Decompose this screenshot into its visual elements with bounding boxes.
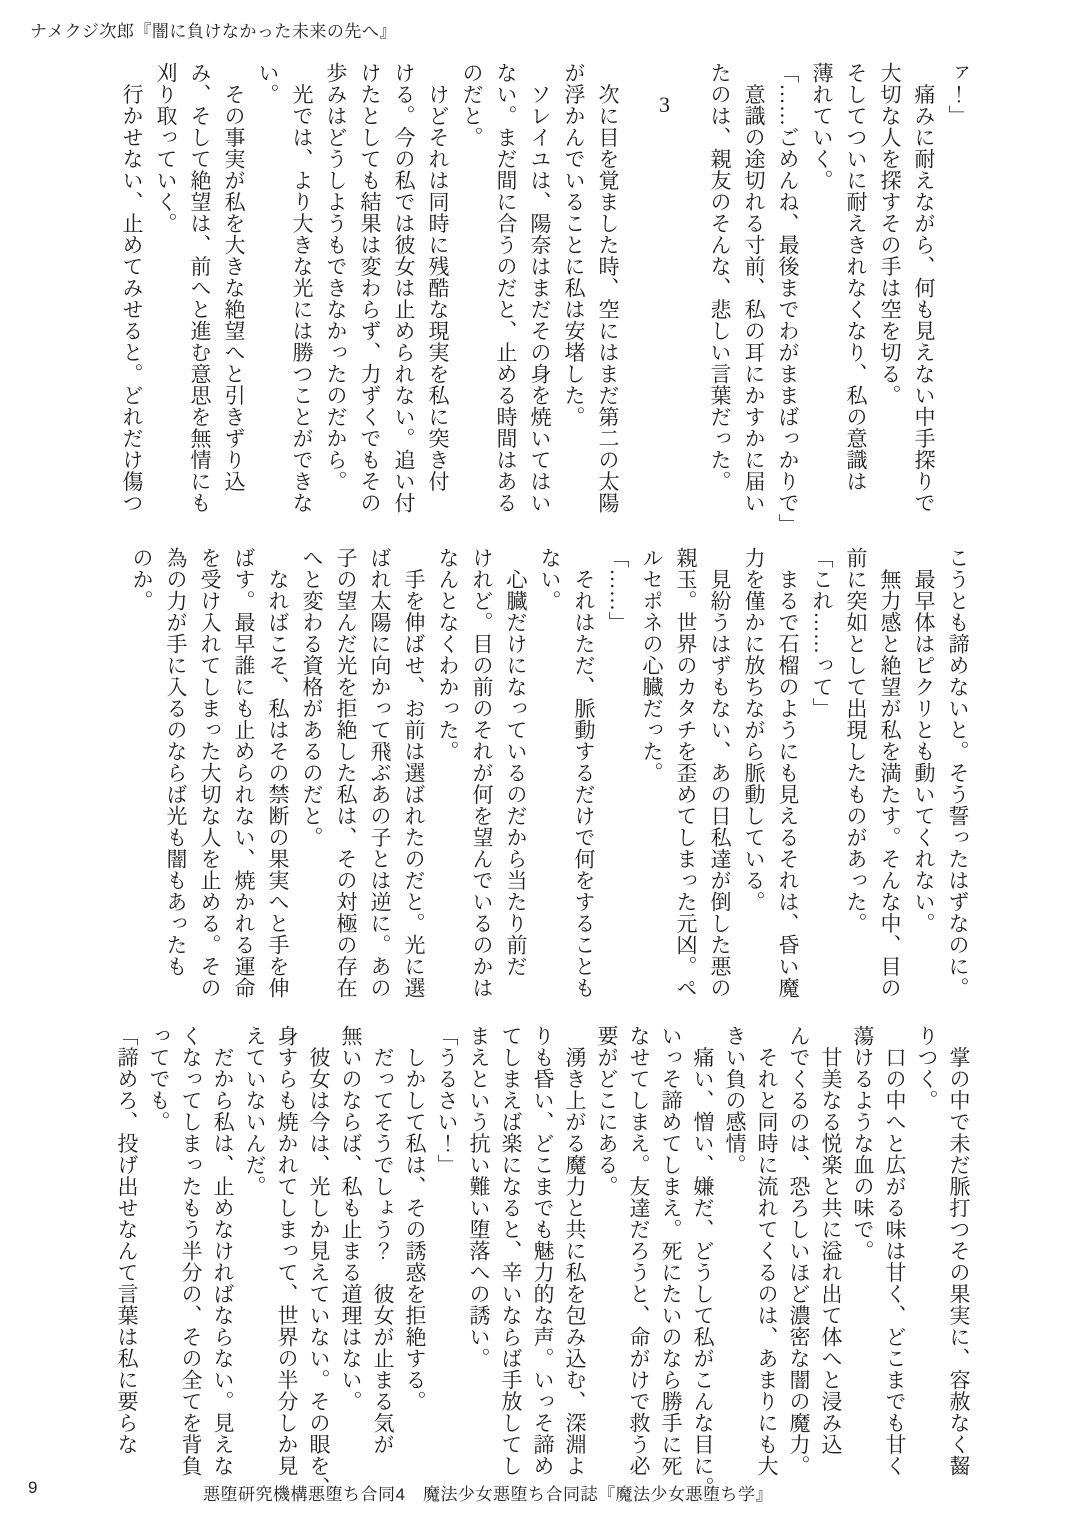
text-column: 光では、より大きな光には勝つことができな (290, 62, 314, 514)
text-column: 為の力が手に入るのならば光も闇もあったも (164, 547, 188, 977)
text-column: 痛い、憎い、嫌だ、どうして私がこんな目に。 (691, 1025, 715, 1498)
text-column: その事実が私を大きな絶望へと引きずり込 (222, 62, 246, 492)
text-column: りつく。 (915, 1025, 939, 1111)
text-column: けどそれは同時に残酷な現実を私に突き付 (426, 62, 450, 492)
text-column: ばす。最早誰にも止められない、焼かれる運命 (232, 547, 256, 999)
text-column: 掌の中で未だ脈打つその果実に、容赦なく齧 (947, 1025, 971, 1477)
text-column: 甘美なる悦楽と共に溢れ出て体へと浸み込 (819, 1025, 843, 1455)
text-column: 「……ごめんね、最後までわがままばっかりで」 (776, 62, 800, 535)
text-column: 力を僅かに放ちながら脈動している。 (742, 547, 766, 913)
footer-credit: 悪堕研究機構悪堕ち合同4 魔法少女悪堕ち合同誌『魔法少女悪堕ち学』 (203, 1485, 773, 1504)
text-column: まるで石榴のようにも見えるそれは、昏い魔 (776, 547, 800, 999)
text-column: 身すらも焼かれてしまって、世界の半分しか見 (275, 1025, 299, 1477)
text-column: 無力感と絶望が私を満たす。そんな中、目の (878, 547, 902, 999)
text-column: 行かせない、止めてみせると。どれだけ傷つ (120, 62, 144, 514)
text-column: 痛みに耐えながら、何も見えない中手探りで (912, 62, 936, 514)
text-column: が浮かんでいることに私は安堵した。 (562, 62, 586, 428)
text-column: 手を伸ばせ、お前は選ばれたのだと。光に選 (402, 547, 426, 999)
text-column: ばれ太陽に向かって飛ぶあの子とは逆に。あの (368, 547, 392, 999)
section-number: 3 (652, 92, 677, 118)
text-column: み、そして絶望は、前へと進む意思を無情にも (188, 62, 212, 514)
text-column: まえという抗い難い堕落への誘い。 (467, 1025, 491, 1369)
text-column: えていないんだ。 (243, 1025, 267, 1197)
page-number: 9 (28, 1478, 38, 1497)
text-column: 見紛うはずもない、あの日私達が倒した悪の (708, 547, 732, 999)
text-column: ない。まだ間に合うのだと、止める時間はある (494, 62, 518, 514)
text-column: こうとも諦めないと。そう誓ったはずなのに。 (946, 547, 970, 999)
text-band-top (115, 62, 975, 535)
text-column: 意識の途切れる寸前、私の耳にかすかに届い (742, 62, 766, 514)
text-column: 大切な人を探すその手は空を切る。 (878, 62, 902, 406)
text-column: 最早体はピクリとも動いてくれない。 (912, 547, 936, 934)
text-column: 子の望んだ光を拒絶した私は、その対極の存在 (334, 547, 358, 999)
text-column: 要がどこにある。 (595, 1025, 619, 1197)
text-column: 刈り取っていく。 (154, 62, 178, 234)
text-column: のだと。 (460, 62, 484, 148)
text-column: ァ！」 (946, 62, 970, 127)
text-column: 「諦めろ、投げ出せなんて言葉は私に要らな (115, 1025, 139, 1455)
text-column: 湧き上がる魔力と共に私を包み込む、深淵よ (563, 1025, 587, 1477)
text-column: 次に目を覚ました時、空にはまだ第二の太陽 (596, 62, 620, 514)
text-column: へと変わる資格があるのだと。 (300, 547, 324, 848)
text-column: てしまえば楽になると、辛いならば手放してし (499, 1025, 523, 1477)
text-column: ソレイユは、陽奈はまだその身を焼いてはい (528, 62, 552, 514)
text-column: しかして私は、その誘惑を拒絶する。 (403, 1025, 427, 1412)
text-column: を受け入れてしまった大切な人を止める。その (198, 547, 222, 999)
book-title-header: ナメクジ次郎『闇に負けなかった未来の先へ』 (30, 22, 397, 41)
text-column: なんとなくわかった。 (436, 547, 460, 762)
text-column: そしてついに耐えきれなくなり、私の意識は (844, 62, 868, 492)
text-column: 心臓だけになっているのだから当たり前だ (504, 547, 528, 977)
text-column: 口の中へと広がる味は甘く、どこまでも甘く (883, 1025, 907, 1477)
text-column: それはただ、脈動するだけで何をすることも (572, 547, 596, 999)
text-column: 彼女は今は、光しか見えていない。その眼を、 (307, 1025, 331, 1498)
text-column: ない。 (538, 547, 562, 612)
text-column: それと同時に流れてくるのは、あまりにも大 (755, 1025, 779, 1477)
text-column: なせてしまえ。友達だろうと、命がけで救う必 (627, 1025, 651, 1477)
text-column: ルセポネの心臓だった。 (640, 547, 664, 784)
text-column: だってそうでしょう？ 彼女が止まる気が (371, 1025, 395, 1455)
text-column: けれど。目の前のそれが何を望んでいるのかは (470, 547, 494, 999)
text-column: い。 (256, 62, 280, 105)
text-column: ってでも。 (147, 1025, 171, 1133)
text-column: なればこそ、私はその禁断の果実へと手を伸 (266, 547, 290, 999)
text-column: 親玉。世界のカタチを歪めてしまった元凶。ペ (674, 547, 698, 999)
text-column: んでくるのは、恐ろしいほど濃密な闇の魔力。 (787, 1025, 811, 1477)
text-column: いっそ諦めてしまえ。死にたいのなら勝手に死 (659, 1025, 683, 1477)
text-column: 歩みはどうしようもできなかったのだから。 (324, 62, 348, 492)
text-column: 薄れていく。 (810, 62, 834, 191)
text-column: 「うるさい！」 (435, 1025, 459, 1176)
text-column: 「これ……って」 (810, 547, 834, 719)
text-column: 前に突如として出現したものがあった。 (844, 547, 868, 934)
text-column: きい負の感情。 (723, 1025, 747, 1176)
text-column: 「……」 (606, 547, 630, 633)
text-column: ける。今の私では彼女は止められない。追い付 (392, 62, 416, 514)
text-column: 無いのならば、私も止まる道理はない。 (339, 1025, 363, 1412)
text-column: だから私は、止めなければならない。見えな (211, 1025, 235, 1477)
text-column: りも昏い、どこまでも魅力的な声。いっそ諦め (531, 1025, 555, 1477)
text-column: 蕩けるような血の味で。 (851, 1025, 875, 1262)
text-column: のか。 (130, 547, 154, 612)
text-column: くなってしまったもう半分の、その全てを背負 (179, 1025, 203, 1477)
text-column: けたとしても結果は変わらず、力ずくでもその (358, 62, 382, 514)
text-band-middle (125, 547, 975, 999)
text-column: たのは、親友のそんな、悲しい言葉だった。 (708, 62, 732, 492)
